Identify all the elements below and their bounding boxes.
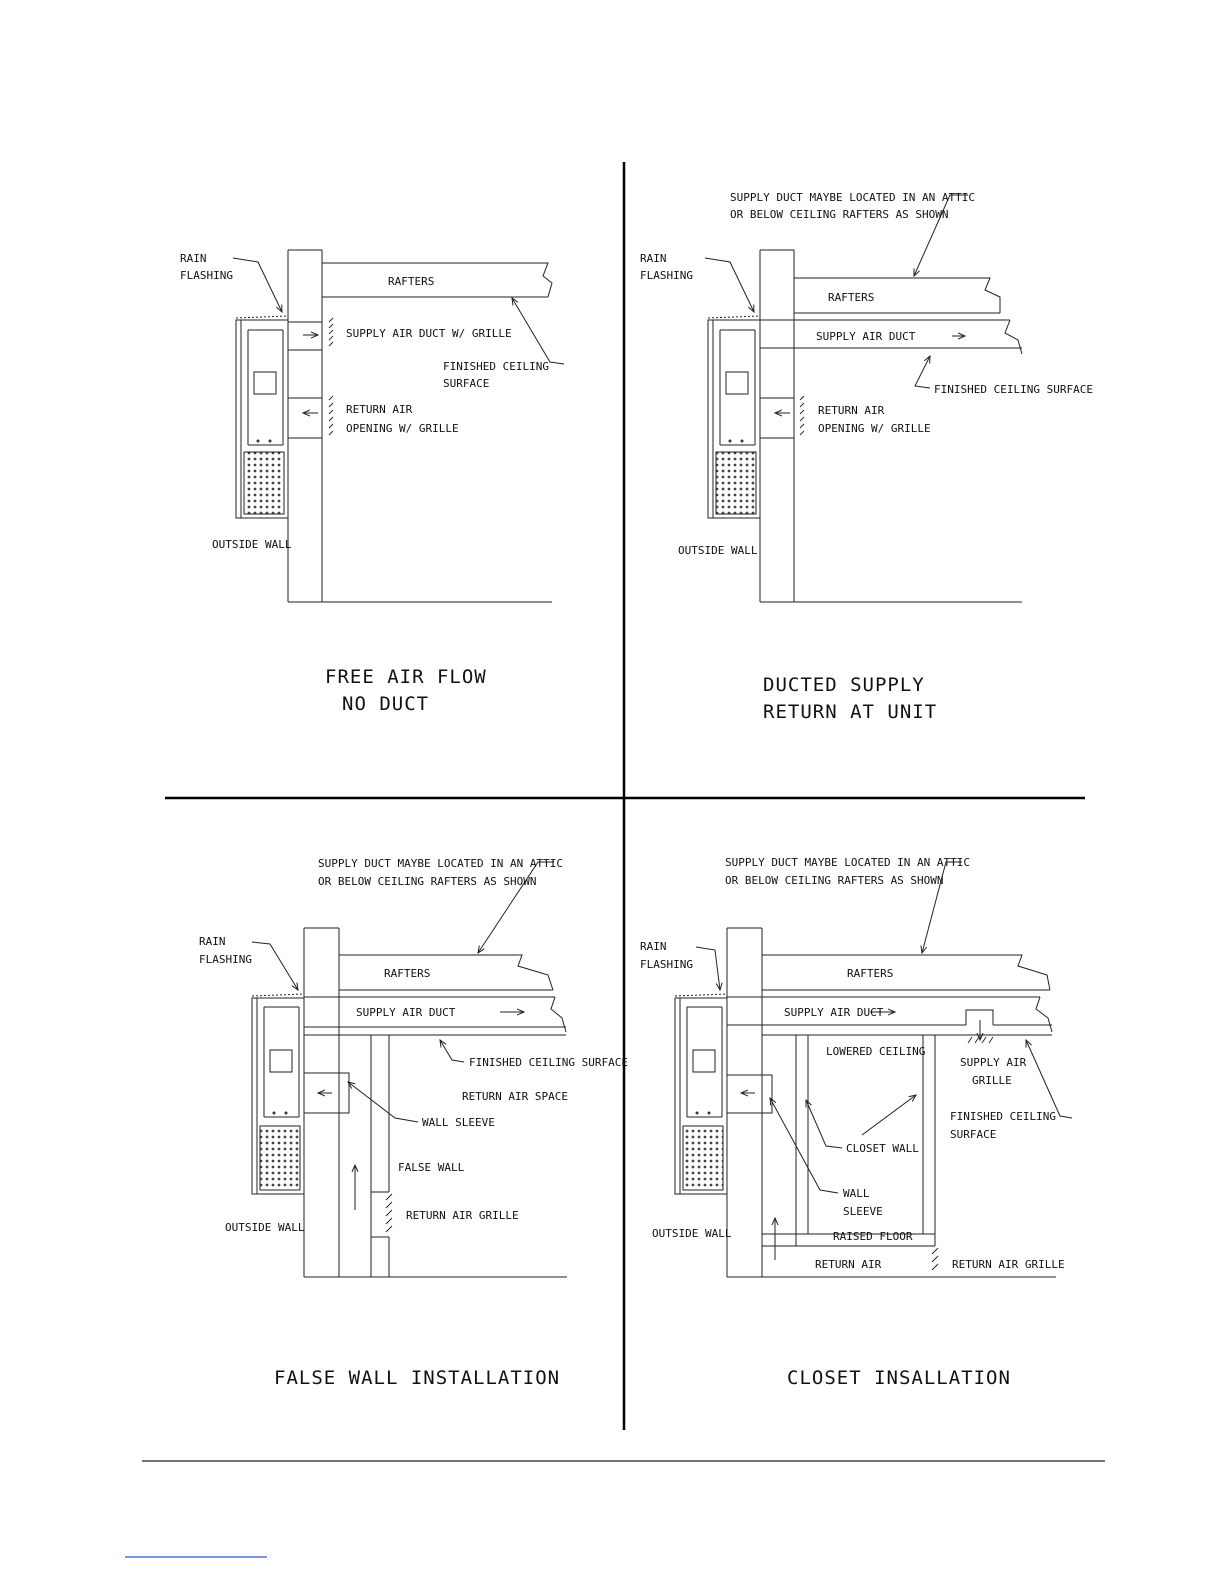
- supply-duct-label: SUPPLY AIR DUCT: [784, 1006, 884, 1019]
- supply-grille-label-2: GRILLE: [972, 1074, 1012, 1087]
- outside-wall-label: OUTSIDE WALL: [212, 538, 292, 551]
- return-air-label: RETURN AIR: [818, 404, 885, 417]
- rain-flashing-label-2: FLASHING: [180, 269, 233, 282]
- outside-wall-label: OUTSIDE WALL: [652, 1227, 732, 1240]
- panel-title: DUCTED SUPPLY: [763, 674, 925, 696]
- rain-flashing-label-2: FLASHING: [199, 953, 252, 966]
- location-note: SUPPLY DUCT MAYBE LOCATED IN AN ATTIC: [725, 856, 971, 869]
- wall-unit: [708, 316, 760, 518]
- rain-flashing-label: RAIN: [640, 940, 667, 953]
- panel-closet: [640, 856, 1072, 1389]
- rain-flashing-label-2: FLASHING: [640, 958, 693, 971]
- raised-floor-label: RAISED FLOOR: [833, 1230, 913, 1243]
- rain-flashing-label: RAIN: [199, 935, 226, 948]
- finished-ceiling-label: FINISHED CEILING: [950, 1110, 1056, 1123]
- panel-title: CLOSET INSALLATION: [787, 1367, 1011, 1389]
- wall-unit: [236, 316, 288, 518]
- location-note-2: OR BELOW CEILING RAFTERS AS SHOWN: [730, 208, 949, 221]
- rain-flashing-label: RAIN: [180, 252, 207, 265]
- location-note-2: OR BELOW CEILING RAFTERS AS SHOWN: [318, 875, 537, 888]
- finished-ceiling-label-2: SURFACE: [443, 377, 490, 390]
- wall-unit: [675, 994, 727, 1194]
- wall-sleeve-label: WALL SLEEVE: [422, 1116, 495, 1129]
- return-air-label-2: OPENING W/ GRILLE: [346, 422, 459, 435]
- wall-unit: [252, 994, 304, 1194]
- wall-sleeve-label: WALL: [843, 1187, 870, 1200]
- false-wall-label: FALSE WALL: [398, 1161, 465, 1174]
- supply-duct-label: SUPPLY AIR DUCT: [356, 1006, 456, 1019]
- panel-title: FREE AIR FLOW: [325, 666, 487, 688]
- finished-ceiling-label: FINISHED CEILING: [443, 360, 549, 373]
- finished-ceiling-label: FINISHED CEILING SURFACE: [934, 383, 1093, 396]
- return-air-label-2: OPENING W/ GRILLE: [818, 422, 931, 435]
- finished-ceiling-label-2: SURFACE: [950, 1128, 997, 1141]
- lowered-ceiling-label: LOWERED CEILING: [826, 1045, 926, 1058]
- outside-wall-label: OUTSIDE WALL: [678, 544, 758, 557]
- panel-ducted-supply: [640, 191, 1093, 723]
- rafters-label: RAFTERS: [384, 967, 431, 980]
- rain-flashing-label: RAIN: [640, 252, 667, 265]
- rafters-label: RAFTERS: [828, 291, 875, 304]
- rain-flashing-label-2: FLASHING: [640, 269, 693, 282]
- panel-subtitle: RETURN AT UNIT: [763, 701, 938, 723]
- return-grille-label: RETURN AIR GRILLE: [406, 1209, 519, 1222]
- supply-grille-label: SUPPLY AIR: [960, 1056, 1027, 1069]
- closet-wall-label: CLOSET WALL: [846, 1142, 919, 1155]
- return-air-space-label: RETURN AIR SPACE: [462, 1090, 568, 1103]
- supply-duct-label: SUPPLY AIR DUCT W/ GRILLE: [346, 327, 512, 340]
- return-air-label: RETURN AIR: [815, 1258, 882, 1271]
- location-note: SUPPLY DUCT MAYBE LOCATED IN AN ATTIC: [318, 857, 564, 870]
- panel-title: FALSE WALL INSTALLATION: [274, 1367, 561, 1389]
- panel-free-air-flow: [180, 250, 564, 715]
- panel-false-wall: [199, 857, 628, 1389]
- wall-sleeve-label-2: SLEEVE: [843, 1205, 883, 1218]
- outside-wall-label: OUTSIDE WALL: [225, 1221, 305, 1234]
- return-air-label: RETURN AIR: [346, 403, 413, 416]
- location-note-2: OR BELOW CEILING RAFTERS AS SHOWN: [725, 874, 944, 887]
- rafters-label: RAFTERS: [388, 275, 435, 288]
- supply-duct-label: SUPPLY AIR DUCT: [816, 330, 916, 343]
- finished-ceiling-label: FINISHED CEILING SURFACE: [469, 1056, 628, 1069]
- panel-subtitle: NO DUCT: [342, 693, 430, 715]
- location-note: SUPPLY DUCT MAYBE LOCATED IN AN ATTIC: [730, 191, 976, 204]
- return-grille-label: RETURN AIR GRILLE: [952, 1258, 1065, 1271]
- rafters-label: RAFTERS: [847, 967, 894, 980]
